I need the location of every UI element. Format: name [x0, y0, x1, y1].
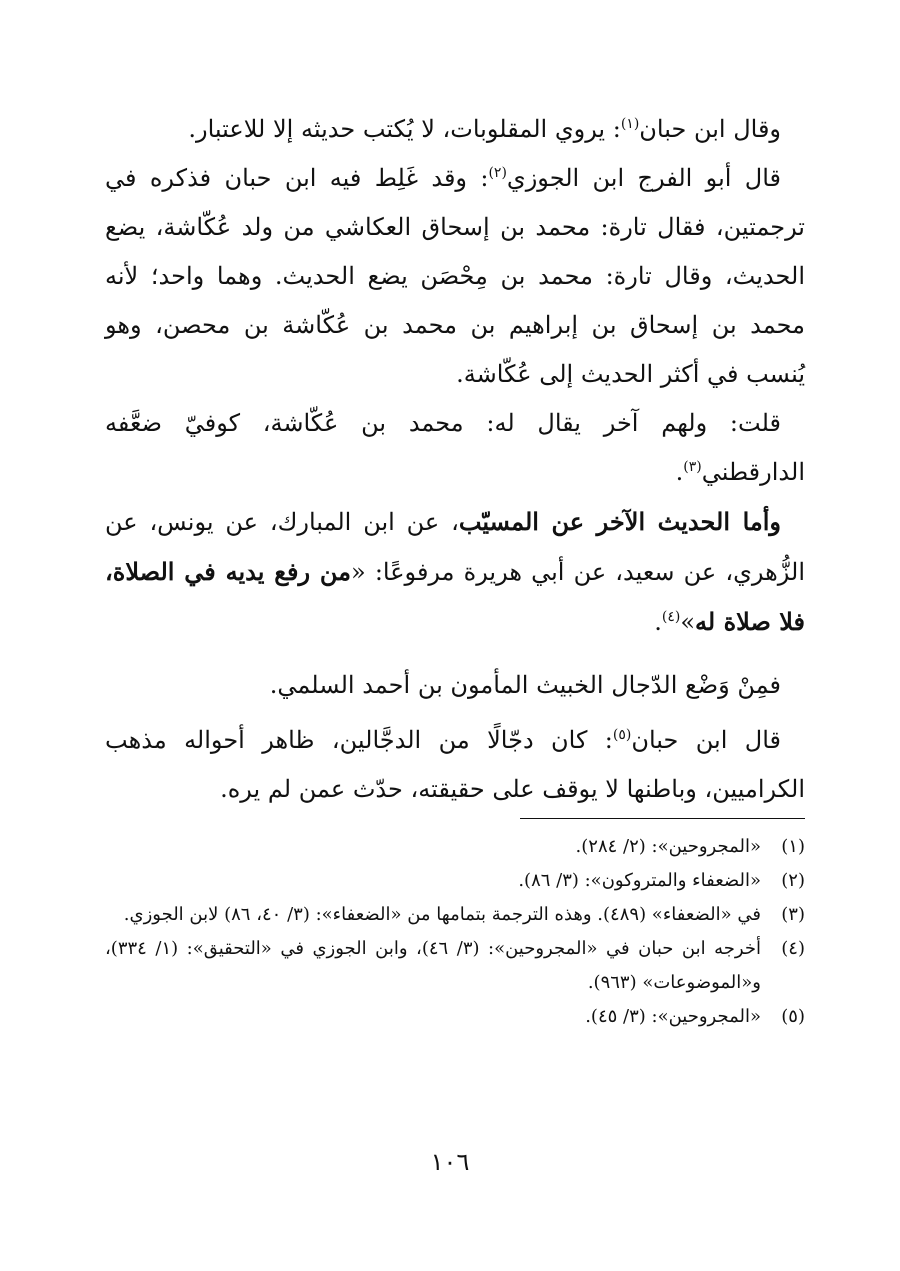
bold-text-run: وأما الحديث الآخر عن المسيّب	[458, 507, 781, 536]
footnote-number: (٣)	[781, 904, 805, 925]
footnote-ref-4[interactable]: (٤)	[661, 609, 681, 625]
text-run: وقال ابن حبان	[639, 115, 781, 143]
footnote-text: «الضعفاء والمتروكون»: (٣/ ٨٦).	[518, 870, 761, 891]
footnote-3	[105, 898, 805, 932]
text-run: : وقد غَلِط فيه ابن حبان فذكره في ترجمتين، فقال تارة: محمد بن إسحاق العكاشي من ولد عُكّاشة، يضع الحديث، وقال تارة: محمد بن مِحْصَن يضع الحديث. وهما واحد؛ لأنه محمد بن إسحاق بن إبراهيم بن محمد بن عُكّاشة بن محصن، وهو يُنسب في أكثر الحديث إلى عُكّاشة.	[105, 164, 805, 388]
paragraph-1	[105, 105, 805, 154]
footnote-ref-5[interactable]: (٥)	[612, 727, 632, 743]
text-run: : يروي المقلوبات، لا يُكتب حديثه إلا للاعتبار.	[188, 115, 621, 143]
footnote-text: أخرجه ابن حبان في «المجروحين»: (٣/ ٤٦)، وابن الجوزي في «التحقيق»: (١/ ٣٣٤)، و«الموضوعات» (٩٦٣).	[105, 938, 761, 993]
footnote-number: (١)	[781, 836, 805, 857]
text-run: »	[680, 608, 696, 636]
footnote-ref-1[interactable]: (١)	[620, 116, 640, 132]
footnote-text: في «الضعفاء» (٤٨٩). وهذه الترجمة بتمامها من «الضعفاء»: (٣/ ٤٠، ٨٦) لابن الجوزي.	[123, 904, 761, 925]
footnote-separator	[520, 818, 805, 819]
footnote-5	[105, 1000, 805, 1034]
text-run: .	[654, 608, 662, 636]
page-number: ١٠٦	[430, 1148, 470, 1176]
footnote-text: «المجروحين»: (٢/ ٢٨٤).	[575, 836, 761, 857]
footnote-number: (٢)	[781, 870, 805, 891]
text-run: قال ابن حبان	[631, 726, 781, 754]
paragraph-6	[105, 716, 805, 814]
text-run: قلت: ولهم آخر يقال له: محمد بن عُكّاشة، كوفيّ ضعَّفه الدارقطني	[105, 409, 805, 486]
paragraph-2	[105, 154, 805, 399]
spacer	[105, 647, 805, 661]
footnote-text: «المجروحين»: (٣/ ٤٥).	[585, 1006, 761, 1027]
footnote-1	[105, 830, 805, 864]
bold-hadith-text: من رفع يديه في الصلاة، فلا صلاة له	[105, 557, 805, 636]
main-text	[105, 105, 805, 814]
footnote-number: (٥)	[781, 1006, 805, 1027]
text-run: : كان دجّالًا من الدجَّالين، ظاهر أحواله مذهب الكراميين، وباطنها لا يوقف على حقيقته، حدّث عمن لم يره.	[105, 726, 805, 803]
footnote-ref-2[interactable]: (٢)	[488, 165, 507, 181]
footnote-4	[105, 932, 805, 1000]
footnotes	[105, 830, 805, 1034]
text-run: قال أبو الفرج ابن الجوزي	[506, 164, 781, 192]
footnote-number: (٤)	[781, 938, 805, 959]
paragraph-3	[105, 399, 805, 497]
paragraph-4	[105, 497, 805, 647]
footnote-2	[105, 864, 805, 898]
paragraph-5: فمِنْ وَضْع الدّجال الخبيث المأمون بن أحمد السلمي.	[269, 671, 781, 699]
text-run: .	[675, 458, 684, 486]
text-run: ، عن ابن المبارك، عن يونس، عن الزُّهري، عن سعيد، عن أبي هريرة مرفوعًا: «	[105, 508, 805, 586]
footnote-ref-3[interactable]: (٣)	[683, 459, 702, 475]
